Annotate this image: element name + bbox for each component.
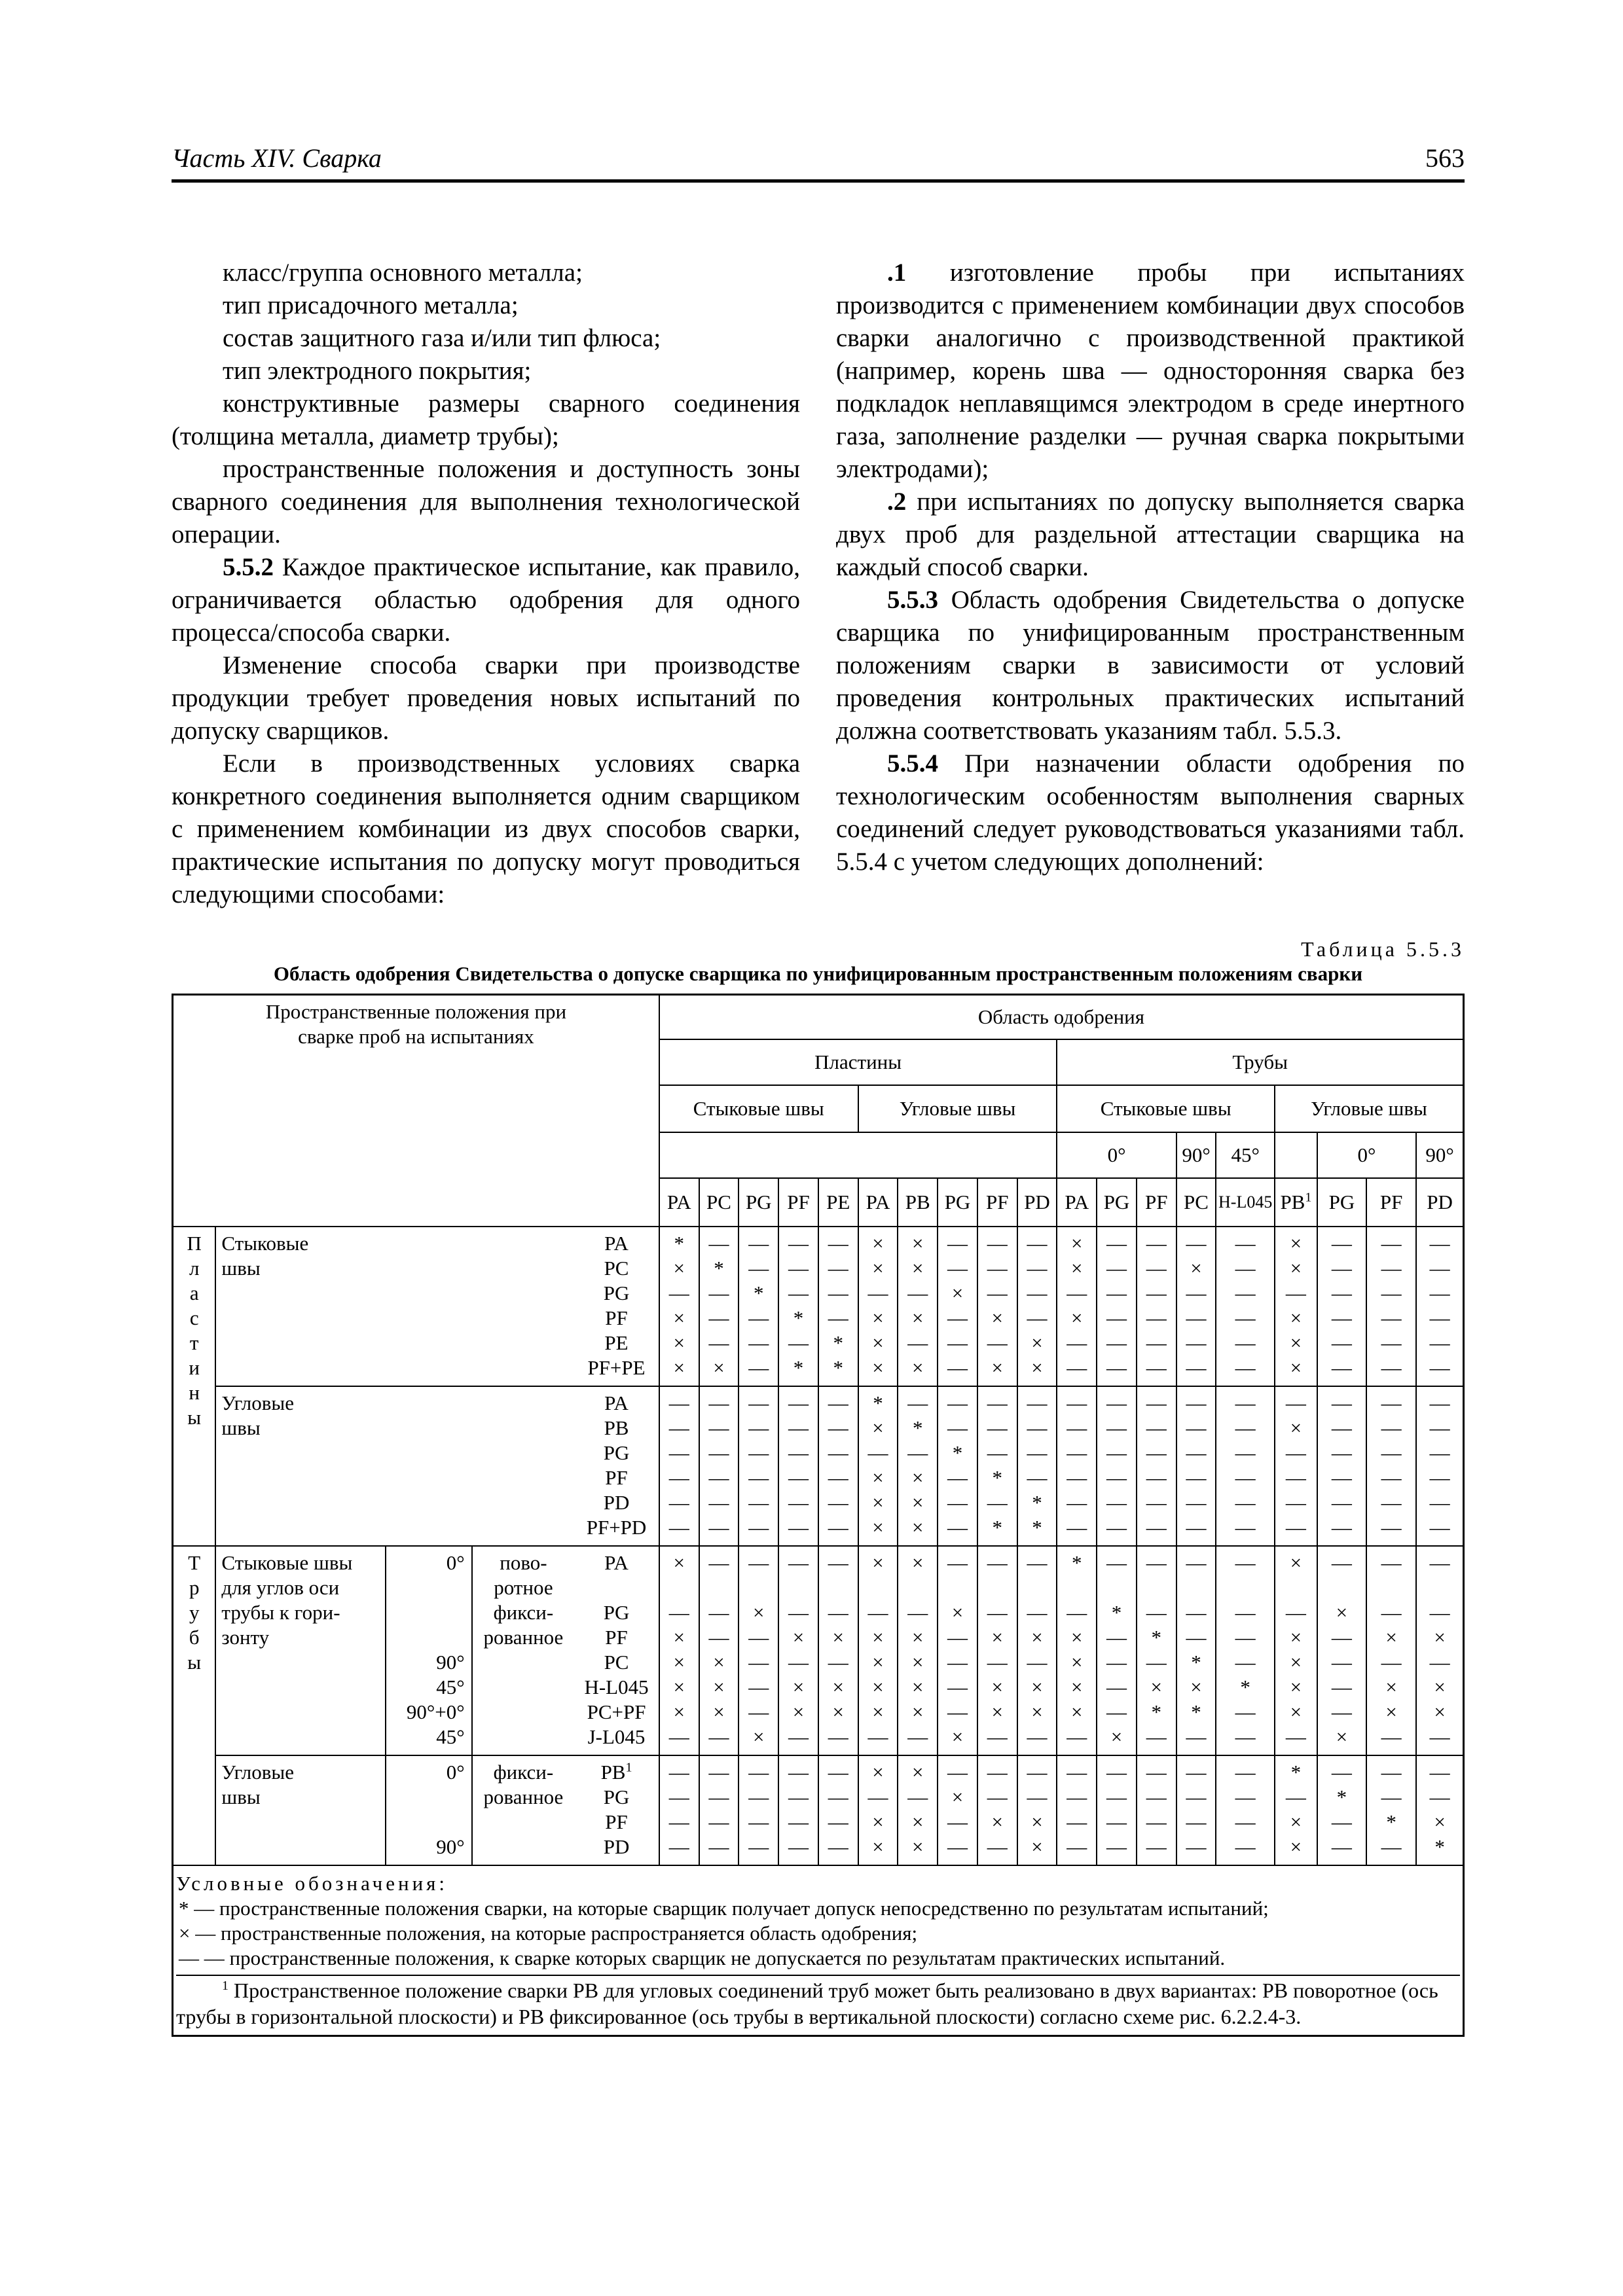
mark-cell: — — — — — —: [1137, 1227, 1176, 1386]
mark-cell: — — — * — *: [977, 1386, 1017, 1546]
page-header: [172, 143, 1465, 183]
approval-range-table: [172, 994, 1465, 2037]
table-container: [172, 994, 1465, 2037]
column-code: PC: [1176, 1178, 1216, 1227]
paragraph-text: Если в производственных условиях сварка конкретного соединения выполняется одним сварщиком с применением комбинации из двух способов сварки, практические испытания по допуску могут проводиться следующими способами:: [172, 749, 800, 908]
column-code: PE: [818, 1178, 858, 1227]
mark-cell: — — × — — —: [938, 1227, 977, 1386]
paragraph-text: Область одобрения Свидетельства о допуске сварщика по унифицированным пространственным положениям сварки в зависимости от условий проведения контрольных практических испытаний должна соответствовать указаниям табл. 5.5.3.: [836, 586, 1465, 745]
column-code: PF: [1366, 1178, 1416, 1227]
scope-header: Область одобрения: [659, 995, 1464, 1039]
mark-cell: — — — — — —: [1057, 1386, 1097, 1546]
test-position-codes: [574, 1755, 659, 1865]
right-text-column: [836, 257, 1465, 878]
mark-cell: — — * —: [1366, 1755, 1416, 1865]
legend-line: — — пространственные положения, к сварке которых сварщик не допускается по результатам практических испытаний.: [179, 1946, 1226, 1969]
footnote-mark: 1: [222, 1978, 228, 1993]
block-label: Угловые швы: [215, 1386, 574, 1546]
plates-fillet-header: Угловые швы: [858, 1085, 1057, 1132]
block-label: Угловые швы: [215, 1755, 385, 1865]
mark-cell: — — — — — —: [1097, 1227, 1137, 1386]
paragraph: [172, 453, 800, 551]
mark-cell: — — — —: [1097, 1755, 1137, 1865]
column-code: PF: [1137, 1178, 1176, 1227]
mark-cell: — — × ×: [1017, 1755, 1057, 1865]
paragraph-text: класс/группа основного металла;: [223, 259, 583, 287]
axis-angle: 0° 90°: [386, 1755, 472, 1865]
table-row-block: [173, 1755, 1464, 1865]
mark-cell: — × — — — — ×: [1317, 1546, 1366, 1755]
pipes-butt-45deg: 45°: [1216, 1132, 1275, 1178]
mark-cell: — — × —: [977, 1755, 1017, 1865]
mark-cell: — — — — — —: [1416, 1227, 1463, 1386]
paragraph-text: конструктивные размеры сварного соединения (толщина металла, диаметр трубы);: [172, 389, 800, 450]
mark-cell: — — — — — —: [1317, 1227, 1366, 1386]
mark-cell: × × — × — —: [1057, 1227, 1097, 1386]
mark-cell: — × — — — —: [1275, 1386, 1317, 1546]
paragraph: [172, 387, 800, 453]
mark-cell: — — — * × * —: [1176, 1546, 1216, 1755]
paragraph-text: при испытаниях по допуску выполняется сварка двух проб для раздельной аттестации сварщика на каждый способ сварки.: [836, 488, 1465, 581]
fixation-type: пово- ротное фикси- рованное: [472, 1546, 575, 1755]
paragraph: [172, 355, 800, 387]
pipes-butt-0deg: 0°: [1057, 1132, 1176, 1178]
mark-cell: — — — * — *: [778, 1227, 818, 1386]
clause-number: 5.5.4: [887, 749, 938, 778]
mark-cell: — — — × — ×: [977, 1227, 1017, 1386]
position-code-first: PB: [600, 1760, 626, 1784]
column-code: H-L045: [1216, 1178, 1275, 1227]
mark-cell: — — — — — —: [1366, 1386, 1416, 1546]
mark-cell: × × — × × ×: [1275, 1227, 1317, 1386]
paragraph-text: При назначении области одобрения по технологическим особенностям выполнения сварных соединений следует руководствоваться указаниями табл. 5.5.4 с учетом следующих дополнений:: [836, 749, 1465, 876]
mark-cell: — — — —: [1057, 1755, 1097, 1865]
mark-cell: — * — — — — ×: [1097, 1546, 1137, 1755]
mark-cell: — — — —: [699, 1755, 739, 1865]
mark-cell: * — × × × × —: [1057, 1546, 1097, 1755]
mark-cell: — — — —: [659, 1755, 699, 1865]
column-code: PA: [659, 1178, 699, 1227]
mark-cell: — — — — — —: [818, 1386, 858, 1546]
mark-cell: — × — — — — ×: [739, 1546, 778, 1755]
test-position-codes: PA PG PF PC H-L045 PC+PF J-L045: [574, 1546, 659, 1755]
running-title: Часть XIV. Сварка: [172, 143, 382, 173]
paragraph: [172, 747, 800, 911]
mark-cell: — — — — * — —: [1216, 1546, 1275, 1755]
mark-cell: — — × — × × —: [778, 1546, 818, 1755]
test-position-codes: PA PB PG PF PD PF+PD: [574, 1386, 659, 1546]
mark-cell: — — — —: [818, 1755, 858, 1865]
column-code: PA: [858, 1178, 898, 1227]
mark-cell: — — — — * *: [818, 1227, 858, 1386]
mark-cell: — — — — — —: [778, 1386, 818, 1546]
notes-row: [173, 1865, 1464, 2036]
paragraph: [836, 257, 1465, 486]
mark-cell: — × — — — —: [1176, 1227, 1216, 1386]
mark-cell: — * — —: [1317, 1755, 1366, 1865]
mark-cell: × — × × × × —: [1275, 1546, 1317, 1755]
mark-cell: — — — —: [778, 1755, 818, 1865]
mark-cell: — — * — × * —: [1137, 1546, 1176, 1755]
table-row-block: [173, 1546, 1464, 1755]
paragraph: [172, 551, 800, 649]
mark-cell: — — × *: [1416, 1755, 1463, 1865]
mark-cell: — — — — — —: [1097, 1386, 1137, 1546]
paragraph: [172, 257, 800, 289]
mark-cell: — — — —: [1216, 1755, 1275, 1865]
paragraph-text: состав защитного газа и/или тип флюса;: [223, 324, 661, 352]
mark-cell: — — — — — —: [739, 1386, 778, 1546]
mark-cell: — * — × × ×: [898, 1386, 938, 1546]
plates-butt-header: Стыковые швы: [659, 1085, 858, 1132]
left-text-column: [172, 257, 800, 911]
mark-cell: — — * — — —: [739, 1227, 778, 1386]
mark-cell: — — — —: [1176, 1755, 1216, 1865]
mark-cell: — × — —: [938, 1755, 977, 1865]
mark-cell: × — × × × × —: [898, 1546, 938, 1755]
table-number: Таблица 5.5.3: [1301, 937, 1465, 961]
legend-line: × — пространственные положения, на которые распространяется область одобрения;: [179, 1921, 918, 1945]
clause-number: 5.5.3: [887, 586, 938, 614]
notes-cell: [173, 1865, 1464, 2036]
pipes-header: Трубы: [1057, 1039, 1463, 1085]
group-side-label: Т р у б ы: [173, 1546, 216, 1865]
pipes-fillet-blank: [1275, 1132, 1317, 1178]
paragraph: [836, 584, 1465, 747]
pipes-butt-90deg: 90°: [1176, 1132, 1216, 1178]
axis-angle: 0° 90° 45° 90°+0° 45°: [386, 1546, 472, 1755]
footnote-mark: 1: [1305, 1190, 1312, 1205]
mark-cell: — — * — — —: [938, 1386, 977, 1546]
clause-number: .1: [887, 259, 907, 287]
mark-cell: — — × — × × —: [1416, 1546, 1463, 1755]
mark-cell: — — — — — —: [1416, 1386, 1463, 1546]
mark-cell: — — — — — —: [659, 1386, 699, 1546]
footnote-text: Пространственное положение сварки PB для угловых соединений труб может быть реализовано в двух вариантах: PB поворотное (ось трубы в горизонтальной плоскости) и PB фиксированное (ось трубы в вертикальной плоскости) согласно схеме рис. 6.2.2.4-3.: [176, 1978, 1438, 2028]
column-code: PF: [778, 1178, 818, 1227]
mark-cell: — — — × × × —: [699, 1546, 739, 1755]
table-row-block: [173, 1227, 1464, 1386]
table-title: Область одобрения Свидетельства о допуске сварщика по унифицированным пространственным положениям сварки: [273, 962, 1363, 985]
pipes-fillet-header: Угловые швы: [1275, 1085, 1464, 1132]
paragraph: [836, 747, 1465, 878]
mark-cell: × — × × × × —: [858, 1546, 898, 1755]
mark-cell: — — — —: [739, 1755, 778, 1865]
group-side-label: П л а с т и н ы: [173, 1227, 216, 1546]
mark-cell: × — × ×: [858, 1755, 898, 1865]
clause-number: .2: [887, 488, 907, 516]
positions-header-text: Пространственные положения при сварке проб на испытаниях: [265, 1000, 567, 1048]
column-code: $PB^1$: [1275, 1178, 1317, 1227]
positions-header: [173, 995, 659, 1227]
mark-cell: — × — — — — ×: [938, 1546, 977, 1755]
table-row-block: [173, 1386, 1464, 1546]
column-code: PF: [977, 1178, 1017, 1227]
position-code-rest: PG PF PD: [603, 1785, 630, 1858]
clause-number: 5.5.2: [223, 553, 274, 581]
mark-cell: — — — — — —: [1216, 1227, 1275, 1386]
paragraph-text: Изменение способа сварки при производстве продукции требует проведения новых испытаний по допуску сварщиков.: [172, 651, 800, 745]
column-code: PG: [1097, 1178, 1137, 1227]
fixation-type: фикси- рованное: [472, 1755, 575, 1865]
column-code: PD: [1416, 1178, 1463, 1227]
column-code: PB: [898, 1178, 938, 1227]
mark-cell: — — — — — —: [1137, 1386, 1176, 1546]
mark-cell: — — — — × ×: [1017, 1227, 1057, 1386]
plates-header: Пластины: [659, 1039, 1057, 1085]
pipes-fillet-90deg: 90°: [1416, 1132, 1463, 1178]
mark-cell: * × — × × ×: [659, 1227, 699, 1386]
mark-cell: — — × — × × —: [1366, 1546, 1416, 1755]
legend-title: Условные обозначения:: [176, 1871, 448, 1895]
mark-cell: — * — — — ×: [699, 1227, 739, 1386]
paragraph-text: тип электродного покрытия;: [223, 357, 532, 385]
paragraph-text: пространственные положения и доступность зоны сварного соединения для выполнения технологической операции.: [172, 455, 800, 548]
mark-cell: — — — — — —: [699, 1386, 739, 1546]
mark-cell: * × — × × ×: [858, 1386, 898, 1546]
mark-cell: — — — — — —: [1216, 1386, 1275, 1546]
mark-cell: — — × — × × —: [1017, 1546, 1057, 1755]
pipes-fillet-0deg: 0°: [1317, 1132, 1416, 1178]
mark-cell: — — — — — —: [1317, 1386, 1366, 1546]
table-body: [173, 1227, 1464, 2036]
test-position-codes: PA PC PG PF PE PF+PE: [574, 1227, 659, 1386]
mark-cell: — — — —: [1137, 1755, 1176, 1865]
block-label: Стыковые швы для углов оси трубы к гори- зонту: [215, 1546, 385, 1755]
legend-line: * — пространственные положения сварки, на которые сварщик получает допуск непосредственно по результатам испытаний;: [179, 1896, 1269, 1920]
paragraph: [172, 322, 800, 355]
column-code: PG: [938, 1178, 977, 1227]
column-code: PG: [739, 1178, 778, 1227]
column-code: PA: [1057, 1178, 1097, 1227]
column-code: PG: [1317, 1178, 1366, 1227]
mark-cell: × — × ×: [898, 1755, 938, 1865]
paragraph-text: тип присадочного металла;: [223, 291, 519, 319]
mark-cell: — — — — — —: [1176, 1386, 1216, 1546]
column-code: PD: [1017, 1178, 1057, 1227]
mark-cell: × — × × × × —: [659, 1546, 699, 1755]
paragraph: [172, 289, 800, 322]
page-number: 563: [1425, 143, 1465, 173]
pipes-butt-header: Стыковые швы: [1057, 1085, 1275, 1132]
column-code: PC: [699, 1178, 739, 1227]
block-label: Стыковые швы: [215, 1227, 574, 1386]
mark-cell: * — × ×: [1275, 1755, 1317, 1865]
mark-cell: × × — × — ×: [898, 1227, 938, 1386]
blank-head-cell: [659, 1132, 1057, 1178]
footnote: [176, 1975, 1460, 2030]
mark-cell: × × — × × ×: [858, 1227, 898, 1386]
footnote-mark: 1: [625, 1760, 632, 1775]
mark-cell: — — — — — —: [1366, 1227, 1416, 1386]
paragraph: [836, 486, 1465, 584]
mark-cell: — — × — × × —: [818, 1546, 858, 1755]
paragraph-text: Каждое практическое испытание, как правило, ограничивается областью одобрения для одного процесса/способа сварки.: [172, 553, 800, 647]
paragraph-text: изготовление пробы при испытаниях производится с применением комбинации двух способов сварки аналогично с производственной практикой (например, корень шва — односторонняя сварка без подкладок неплавящимся электродом в среде инертного газа, заполнение разделки — ручная сварка покрытыми электродами);: [836, 259, 1465, 483]
mark-cell: — — — — * *: [1017, 1386, 1057, 1546]
mark-cell: — — × — × × —: [977, 1546, 1017, 1755]
paragraph: [172, 649, 800, 747]
